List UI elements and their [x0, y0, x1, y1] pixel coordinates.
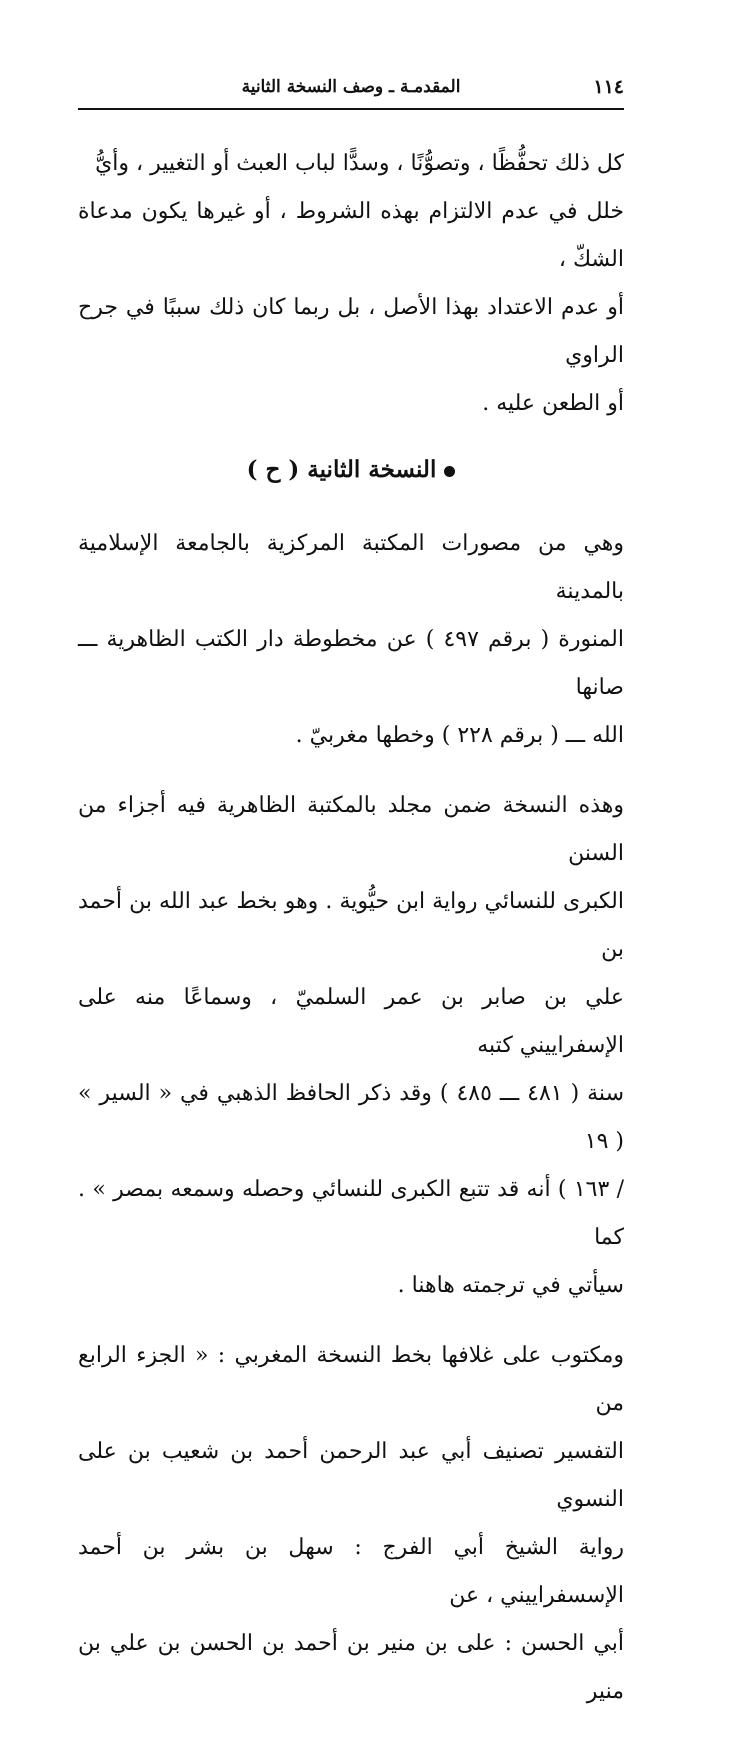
- text-line: كل ذلك تحفُّظًا ، وتصوُّنًا ، وسدًّا لباب العبث أو التغيير ، وأيُّ: [95, 151, 624, 176]
- book-page: [78, 74, 624, 1738]
- text-line: الله ـــ ( برقم ٢٢٨ ) وخطها مغربيّ .: [295, 723, 624, 748]
- paragraph-description: [78, 782, 624, 1310]
- running-header: [78, 74, 624, 110]
- running-header-title: المقدمـة ـ وصف النسخة الثانية: [241, 77, 461, 97]
- section-heading: [78, 450, 624, 490]
- text-line: / ١٦٣ ) أنه قد تتبع الكبرى للنسائي وحصله وسمعه بمصر » . كما: [78, 1177, 625, 1250]
- text-line: التفسير تصنيف أبي عبد الرحمن أحمد بن شعيب بن على النسوي: [78, 1439, 624, 1512]
- paragraph-intro: [78, 140, 624, 428]
- text-line: سيأتي في ترجمته هاهنا .: [397, 1273, 624, 1298]
- text-line: المنورة ( برقم ٤٩٧ ) عن مخطوطة دار الكتب الظاهرية ـــ صانها: [78, 627, 624, 700]
- text-line: أو الطعن عليه .: [482, 391, 624, 416]
- text-line: الكبرى للنسائي رواية ابن حيُّوية . وهو بخط عبد الله بن أحمد بن: [78, 889, 624, 962]
- text-line: علي بن صابر بن عمر السلميّ ، وسماعًا منه على الإسفراييني كتبه: [78, 985, 624, 1058]
- text-line: أبي الحسن : على بن منير بن أحمد بن الحسن بن علي بن منير: [78, 1631, 624, 1704]
- bullet-icon: [444, 466, 455, 477]
- paragraph-cover-inscription: [78, 1332, 624, 1716]
- text-line: سنة ( ٤٨١ ـــ ٤٨٥ ) وقد ذكر الحافظ الذهبي في « السير » ( ١٩: [78, 1081, 625, 1154]
- text-line: خلل في عدم الالتزام بهذه الشروط ، أو غيرها يكون مدعاة الشكّ ،: [78, 199, 624, 272]
- page-number: ١١٤: [593, 76, 624, 98]
- text-line: وهي من مصورات المكتبة المركزية بالجامعة الإسلامية بالمدينة: [78, 531, 624, 604]
- text-line: وهذه النسخة ضمن مجلد بالمكتبة الظاهرية فيه أجزاء من السنن: [78, 793, 624, 866]
- text-line: رواية الشيخ أبي الفرج : سهل بن بشر بن أحمد الإسسفراييني ، عن: [78, 1535, 624, 1608]
- text-line: أو عدم الاعتداد بهذا الأصل ، بل ربما كان ذلك سببًا في جرح الراوي: [78, 295, 624, 368]
- body-text: [78, 140, 624, 1716]
- paragraph-source: [78, 520, 624, 760]
- text-line: ومكتوب على غلافها بخط النسخة المغربي : « الجزء الرابع من: [78, 1343, 624, 1416]
- section-heading-text: النسخة الثانية ( ح ): [246, 456, 437, 483]
